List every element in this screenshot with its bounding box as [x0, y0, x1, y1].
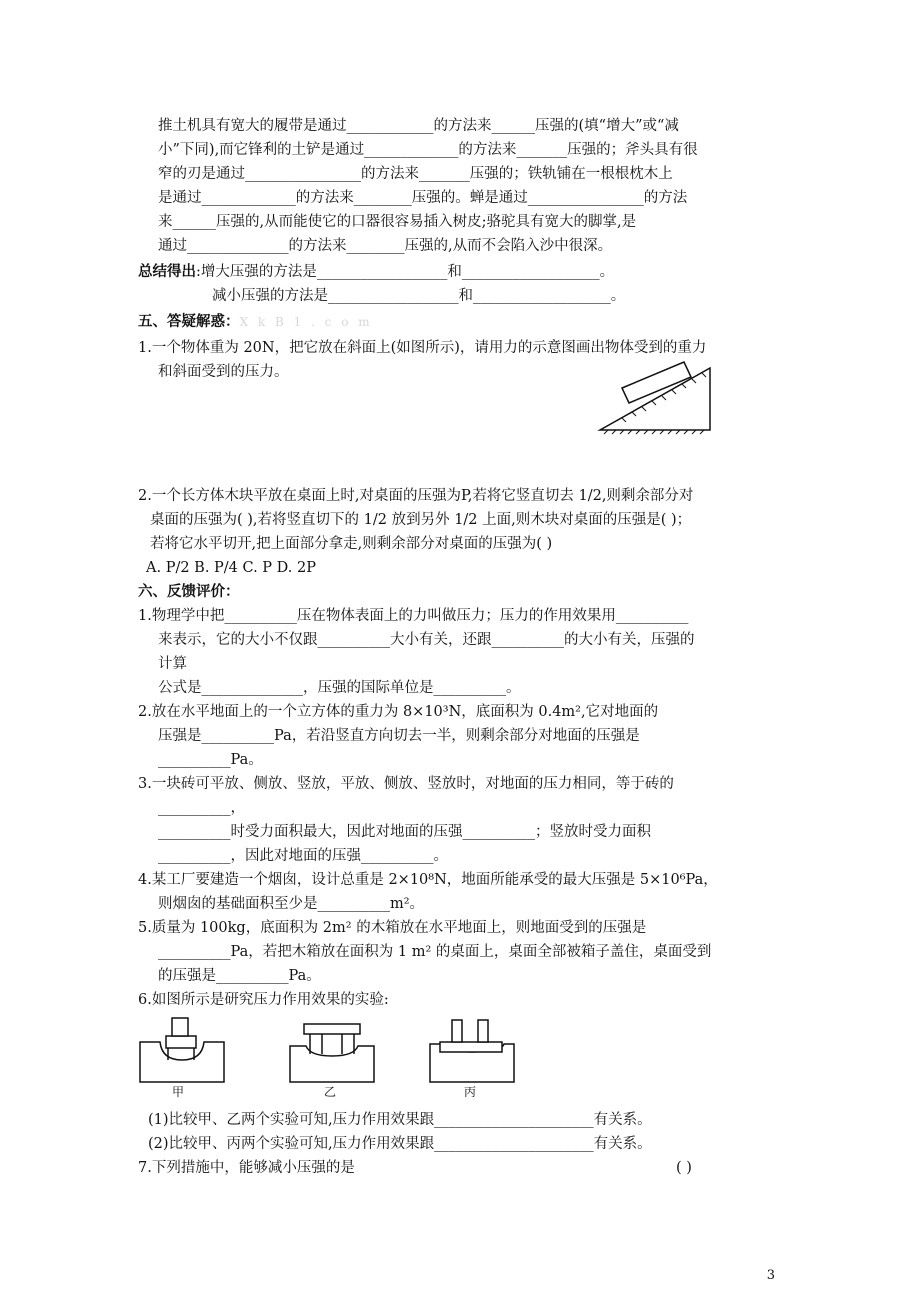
- text-line: 通过______________的方法来________压强的,从而不会陷入沙中很深。: [158, 238, 613, 254]
- question-text: 则烟囱的基础面积至少是__________m²。: [158, 896, 425, 912]
- question-text: 3.一块砖可平放、侧放、竖放，平放、侧放、竖放时，对地面的压力相同，等于砖的: [138, 776, 674, 792]
- question-text: 来表示，它的大小不仅跟__________大小有关，还跟__________的大小有关，压强的: [158, 632, 695, 648]
- summary-line-1: [138, 262, 614, 282]
- summary-text: :增大压强的方法是__________________和___________________。: [196, 264, 615, 280]
- text-line: 小”下同),而它锋利的土铲是通过_____________的方法来_______压强的；斧头具有很: [158, 142, 698, 158]
- summary-line-2: 减小压强的方法是__________________和___________________。: [212, 288, 626, 304]
- page-number: 3: [766, 1268, 775, 1283]
- answer-paren: ( ): [676, 1160, 692, 1176]
- question-text: __________，因此对地面的压强__________。: [158, 848, 448, 864]
- figure-label-jia: 甲: [172, 1085, 185, 1099]
- text-line: 推土机具有宽大的履带是通过____________的方法来______压强的(填“增大”或“减: [158, 118, 679, 134]
- question-text: 1.一个物体重为 20N，把它放在斜面上(如图所示)，请用力的示意图画出物体受到的重力: [138, 340, 707, 356]
- experiment-figure-yi: [288, 1016, 378, 1088]
- question-text: 和斜面受到的压力。: [158, 364, 289, 380]
- figure-label-bing: 丙: [464, 1085, 477, 1099]
- question-text: 的压强是__________Pa。: [158, 968, 321, 984]
- question-text: 4.某工厂要建造一个烟囱，设计总重是 2×10⁸N，地面所能承受的最大压强是 5×10⁶Pa，: [138, 872, 718, 888]
- text-line: 是通过_____________的方法来________压强的。蝉是通过________________的方法: [158, 190, 688, 206]
- question-text: 2.放在水平地面上的一个立方体的重力为 8×10³N，底面积为 0.4m²,它对地面的: [138, 704, 659, 720]
- text-line: 来______压强的,从而能使它的口器很容易插入树皮;骆驼具有宽大的脚掌,是: [158, 214, 637, 230]
- section-5-heading: [138, 312, 373, 332]
- question-text: 压强是__________Pa，若沿竖直方向切去一半，则剩余部分对地面的压强是: [158, 728, 640, 744]
- question-text: __________，: [158, 800, 245, 816]
- question-text: 7.下列措施中，能够减小压强的是: [138, 1160, 355, 1176]
- text-line: 窄的刃是通过________________的方法来_______压强的；铁轨铺在一根根枕木上: [158, 166, 673, 182]
- summary-label: 总结得出: [138, 264, 196, 280]
- question-text: 若将它水平切开,把上面部分拿走,则剩余部分对桌面的压强为( ): [150, 536, 553, 552]
- question-text: __________Pa。: [158, 752, 263, 768]
- question-text: 2.一个长方体木块平放在桌面上时,对桌面的压强为P,若将它竖直切去 1/2,则剩余部分对: [138, 488, 694, 504]
- question-text: 1.物理学中把__________压在物体表面上的力叫做压力；压力的作用效果用__________: [138, 608, 689, 624]
- experiment-figure-jia: [138, 1016, 228, 1088]
- question-text: 5.质量为 100kg，底面积为 2m² 的木箱放在水平地面上，则地面受到的压强是: [138, 920, 647, 936]
- question-text: 公式是______________，压强的国际单位是__________。: [158, 680, 521, 696]
- section-title: 五、答疑解惑：: [138, 314, 240, 330]
- question-text: __________Pa，若把木箱放在面积为 1 m² 的桌面上，桌面全部被箱子盖住，桌面受到: [158, 944, 712, 960]
- watermark: X k B 1 . c o m: [239, 315, 373, 329]
- question-text: __________时受力面积最大，因此对地面的压强__________；竖放时受力面积: [158, 824, 651, 840]
- incline-figure: [592, 350, 722, 440]
- answer-options: A. P/2 B. P/4 C. P D. 2P: [146, 560, 316, 576]
- question-text: 6.如图所示是研究压力作用效果的实验:: [138, 992, 389, 1008]
- figure-label-yi: 乙: [324, 1085, 337, 1099]
- question-text: (1)比较甲、乙两个实验可知,压力作用效果跟______________________有关系。: [148, 1112, 652, 1128]
- question-text: 计算: [158, 656, 187, 672]
- question-text: 桌面的压强为( ),若将竖直切下的 1/2 放到另外 1/2 上面,则木块对桌面的压强是( )；: [150, 512, 692, 528]
- section-6-heading: 六、反馈评价：: [138, 584, 240, 600]
- question-text: (2)比较甲、丙两个实验可知,压力作用效果跟______________________有关系。: [148, 1136, 652, 1152]
- experiment-figure-bing: [428, 1016, 518, 1088]
